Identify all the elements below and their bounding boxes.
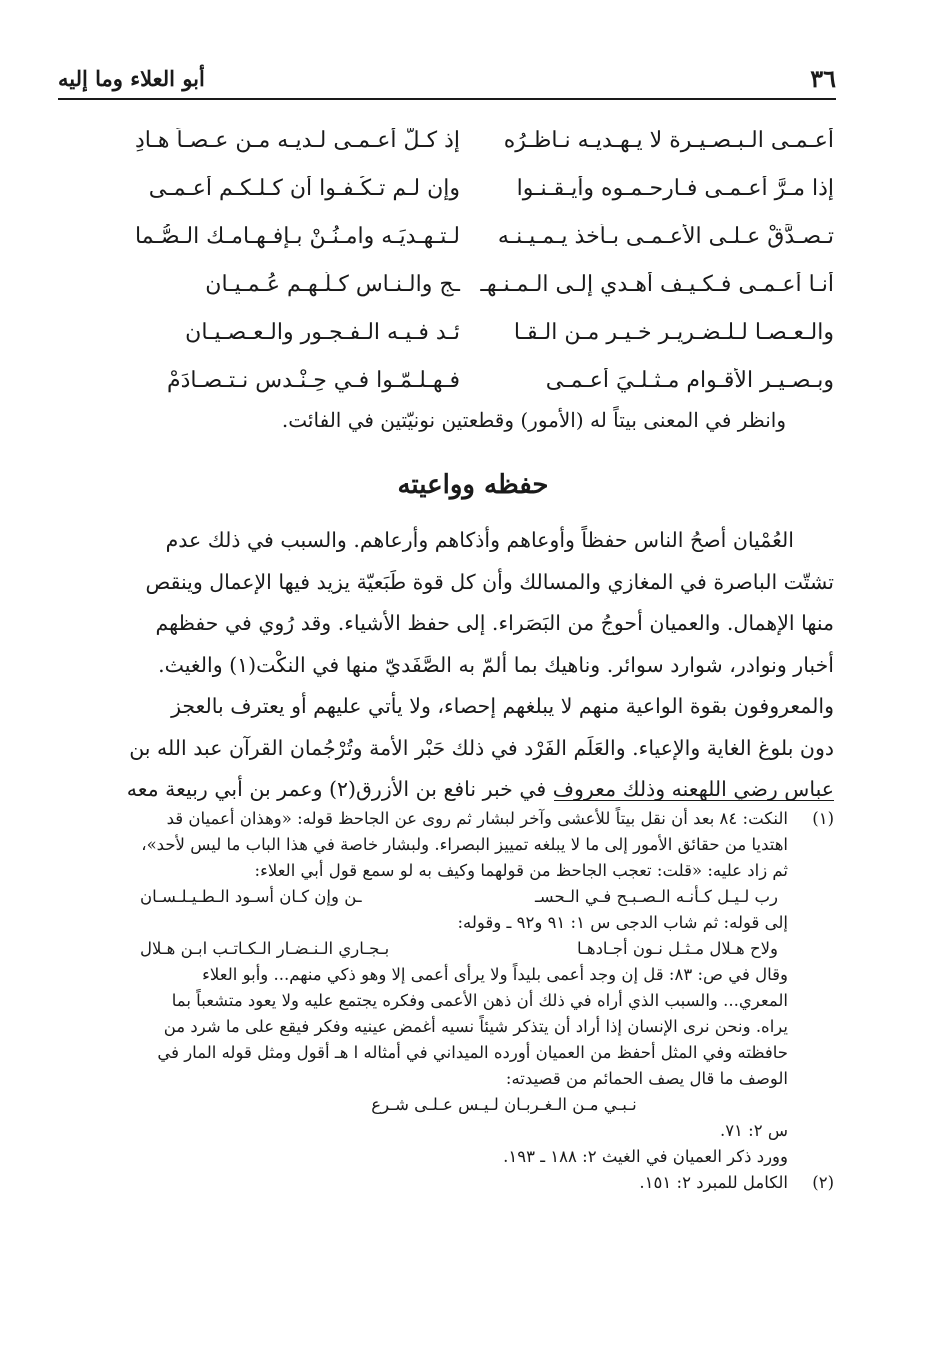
verse-second-hemistich: بـجـاري الـنـضـار الـكـاتـب ابـن هـلال bbox=[140, 939, 390, 958]
footnote-divider bbox=[554, 800, 834, 801]
verse-second-hemistich: ـج والـنـاس كـلّـهـم عُـمـيـان bbox=[205, 271, 460, 297]
running-title: أبو العلاء وما إليه bbox=[58, 65, 205, 91]
verse-second-hemistich: ـن وإن كـان أسـود الـطـيـلـسـان bbox=[140, 887, 362, 906]
footnote-marker: (١) bbox=[812, 809, 834, 828]
body-line: عباس رضي اللهعنه وذلك معروف في خبر نافع بن الأزرق(٢) وعمر بن أبي ربيعة معه bbox=[126, 777, 834, 801]
verse-row bbox=[100, 116, 834, 164]
verse-second-hemistich: وإن لـم تـكُـفـوا أن كـلـكـم أعـمـى bbox=[148, 175, 460, 201]
footnote-line: الوصف ما قال يصف الحمائم من قصيدته: bbox=[505, 1069, 788, 1088]
page-number: ٣٦ bbox=[810, 63, 836, 93]
verse-second-hemistich: ئـد فـيـه الـفـجـور والـعـصـيـان bbox=[185, 319, 460, 345]
verse-second-hemistich: لـتـهـديَـه وامـنُـنْ بـإفـهـامـك الـصُّـما bbox=[134, 223, 460, 249]
footnote-verse bbox=[100, 936, 788, 962]
footnote-line: المعري... والسبب الذي أراه في ذلك أن ذهن الأعمى وفكره يجتمع عليه ولا يعود متشعباً بما bbox=[171, 991, 788, 1010]
footnote-marker: (٢) bbox=[812, 1173, 834, 1192]
verse-second-hemistich: فـهـلـمّـوا فـي حِـنْـدس نـتـصـادَمْ bbox=[166, 367, 460, 393]
section-heading: حفظه وواعيته bbox=[397, 470, 549, 500]
verse-first-hemistich: والـعـصـا لـلـضـريـر خـيـر مـن الـقـا bbox=[513, 319, 834, 345]
poem-block bbox=[100, 116, 834, 404]
running-header bbox=[58, 58, 836, 100]
body-line: العُمْيان أصحُ الناس حفظاً وأوعاهم وأذكاهم وأرعاهم. والسبب في ذلك عدم bbox=[165, 528, 794, 552]
footnote-body bbox=[100, 806, 788, 1170]
footnote-line: الكامل للمبرد ٢: ١٥١. bbox=[639, 1173, 788, 1192]
footnote-line: س ٢: ٧١. bbox=[719, 1121, 788, 1140]
verse-first-hemistich: أعـمـى الـبـصـيـرة لا يـهـديـه نـاظـرُه bbox=[503, 127, 834, 153]
verse-first-hemistich: إذا مـرَّ أعـمـى فـارحـمـوه وأيـقـنـوا bbox=[516, 175, 834, 201]
verse-first-hemistich: تـصـدَّقْ عـلـى الأعـمـى بـأخذ يـمـيـنـه bbox=[497, 223, 834, 249]
body-line: أخبار ونوادر، شوارد سوائر. وناهيك بما ألمّ به الصَّفَديّ منها في النكْت(١) والغيث. bbox=[158, 652, 834, 677]
verse-row bbox=[100, 164, 834, 212]
footnote-verse bbox=[100, 884, 788, 910]
footnote-body bbox=[100, 1170, 788, 1196]
verse-second-hemistich: إذ كـلّ أعـمـى لـديـه مـن عـصـاً هـادِ bbox=[134, 127, 460, 153]
footnote-line: النكت: ٨٤ بعد أن نقل بيتاً للأعشى وآخر لبشار ثم روى عن الجاحظ قوله: «وهذان أعميان قد bbox=[166, 809, 788, 828]
footnote-line: حافظته وفي المثل أحفظ من العميان أورده الميداني في أمثاله ا هـ أقول ومثل قوله المار في bbox=[157, 1043, 788, 1062]
footnote-verse: نـبـي مـن الـغـربـان لـيـس عـلـى شـرع bbox=[371, 1095, 637, 1114]
footnote-line: يراه. ونحن نرى الإنسان إذا أراد أن يتذكر شيئاً نسيه أغمض عينيه وفكر فيقع على ما شرد من bbox=[163, 1017, 788, 1036]
verse-first-hemistich: وبـصـيـر الأقـوام مـثـلـيَ أعـمـى bbox=[545, 367, 834, 393]
verse-row bbox=[100, 260, 834, 308]
body-line: منها الإهمال. والعميان أحوجُ من البَصَراء. إلى حفظ الأشياء. وقد رُوي في حفظهم bbox=[155, 611, 834, 635]
body-line: دون بلوغ الغاية والإعياء. والعَلَم الفَرْد في ذلك حَبْر الأمة وتُرْجُمان القرآن عبد الله بن bbox=[129, 735, 834, 760]
body-paragraph bbox=[96, 520, 834, 811]
verse-first-hemistich: رب لـيـل كـأنـه الـصـبـح فـي الـحسـ bbox=[534, 887, 778, 906]
verse-row bbox=[100, 356, 834, 404]
verse-row bbox=[100, 308, 834, 356]
verse-first-hemistich: ولاح هـلال مـثـل نـون أجـادهـا bbox=[577, 939, 778, 958]
verse-row bbox=[100, 212, 834, 260]
footnote-line: وقال في ص: ٨٣: قل إن وجد أعمى بليداً ولا يرأى أعمى إلا وهو ذكي منهم... وأبو العلاء bbox=[202, 965, 788, 984]
footnotes bbox=[100, 806, 834, 1196]
footnote-line: اهتديا من حقائق الأمور إلى ما لا يبلغه تمييز البصراء. ولبشار خاصة في هذا الباب ما ليس لأحد»، bbox=[141, 835, 788, 854]
poem-note: وانظر في المعنى بيتاً له (الأمور) وقطعتين نونيّتين في الفائت. bbox=[281, 408, 786, 432]
verse-first-hemistich: أنـا أعـمـى فـكـيـف أهـدي إلـى الـمـنـهـ bbox=[480, 271, 834, 297]
footnote-line: ثم زاد عليه: «قلت: تعجب الجاحظ من قولهما وكيف به لو سمع قول أبي العلاء: bbox=[254, 861, 788, 880]
body-line: تشتّت الباصرة في المغازي والمسالك وأن كل قوة طَبَعيّة يزيد فيها الإعمال وينقص bbox=[145, 569, 834, 594]
footnote-1 bbox=[100, 806, 834, 1170]
footnote-line: إلى قوله: ثم شاب الدجى س ١: ٩١ و٩٢ ـ وقوله: bbox=[457, 913, 788, 932]
footnote-line: وورد ذكر العميان في الغيث ٢: ١٨٨ ـ ١٩٣. bbox=[503, 1147, 788, 1166]
footnote-2 bbox=[100, 1170, 834, 1196]
body-line: والمعروفون بقوة الواعية منهم لا يبلغهم إحصاء، ولا يأتي عليهم أو يعترف بالعجز bbox=[171, 694, 834, 718]
